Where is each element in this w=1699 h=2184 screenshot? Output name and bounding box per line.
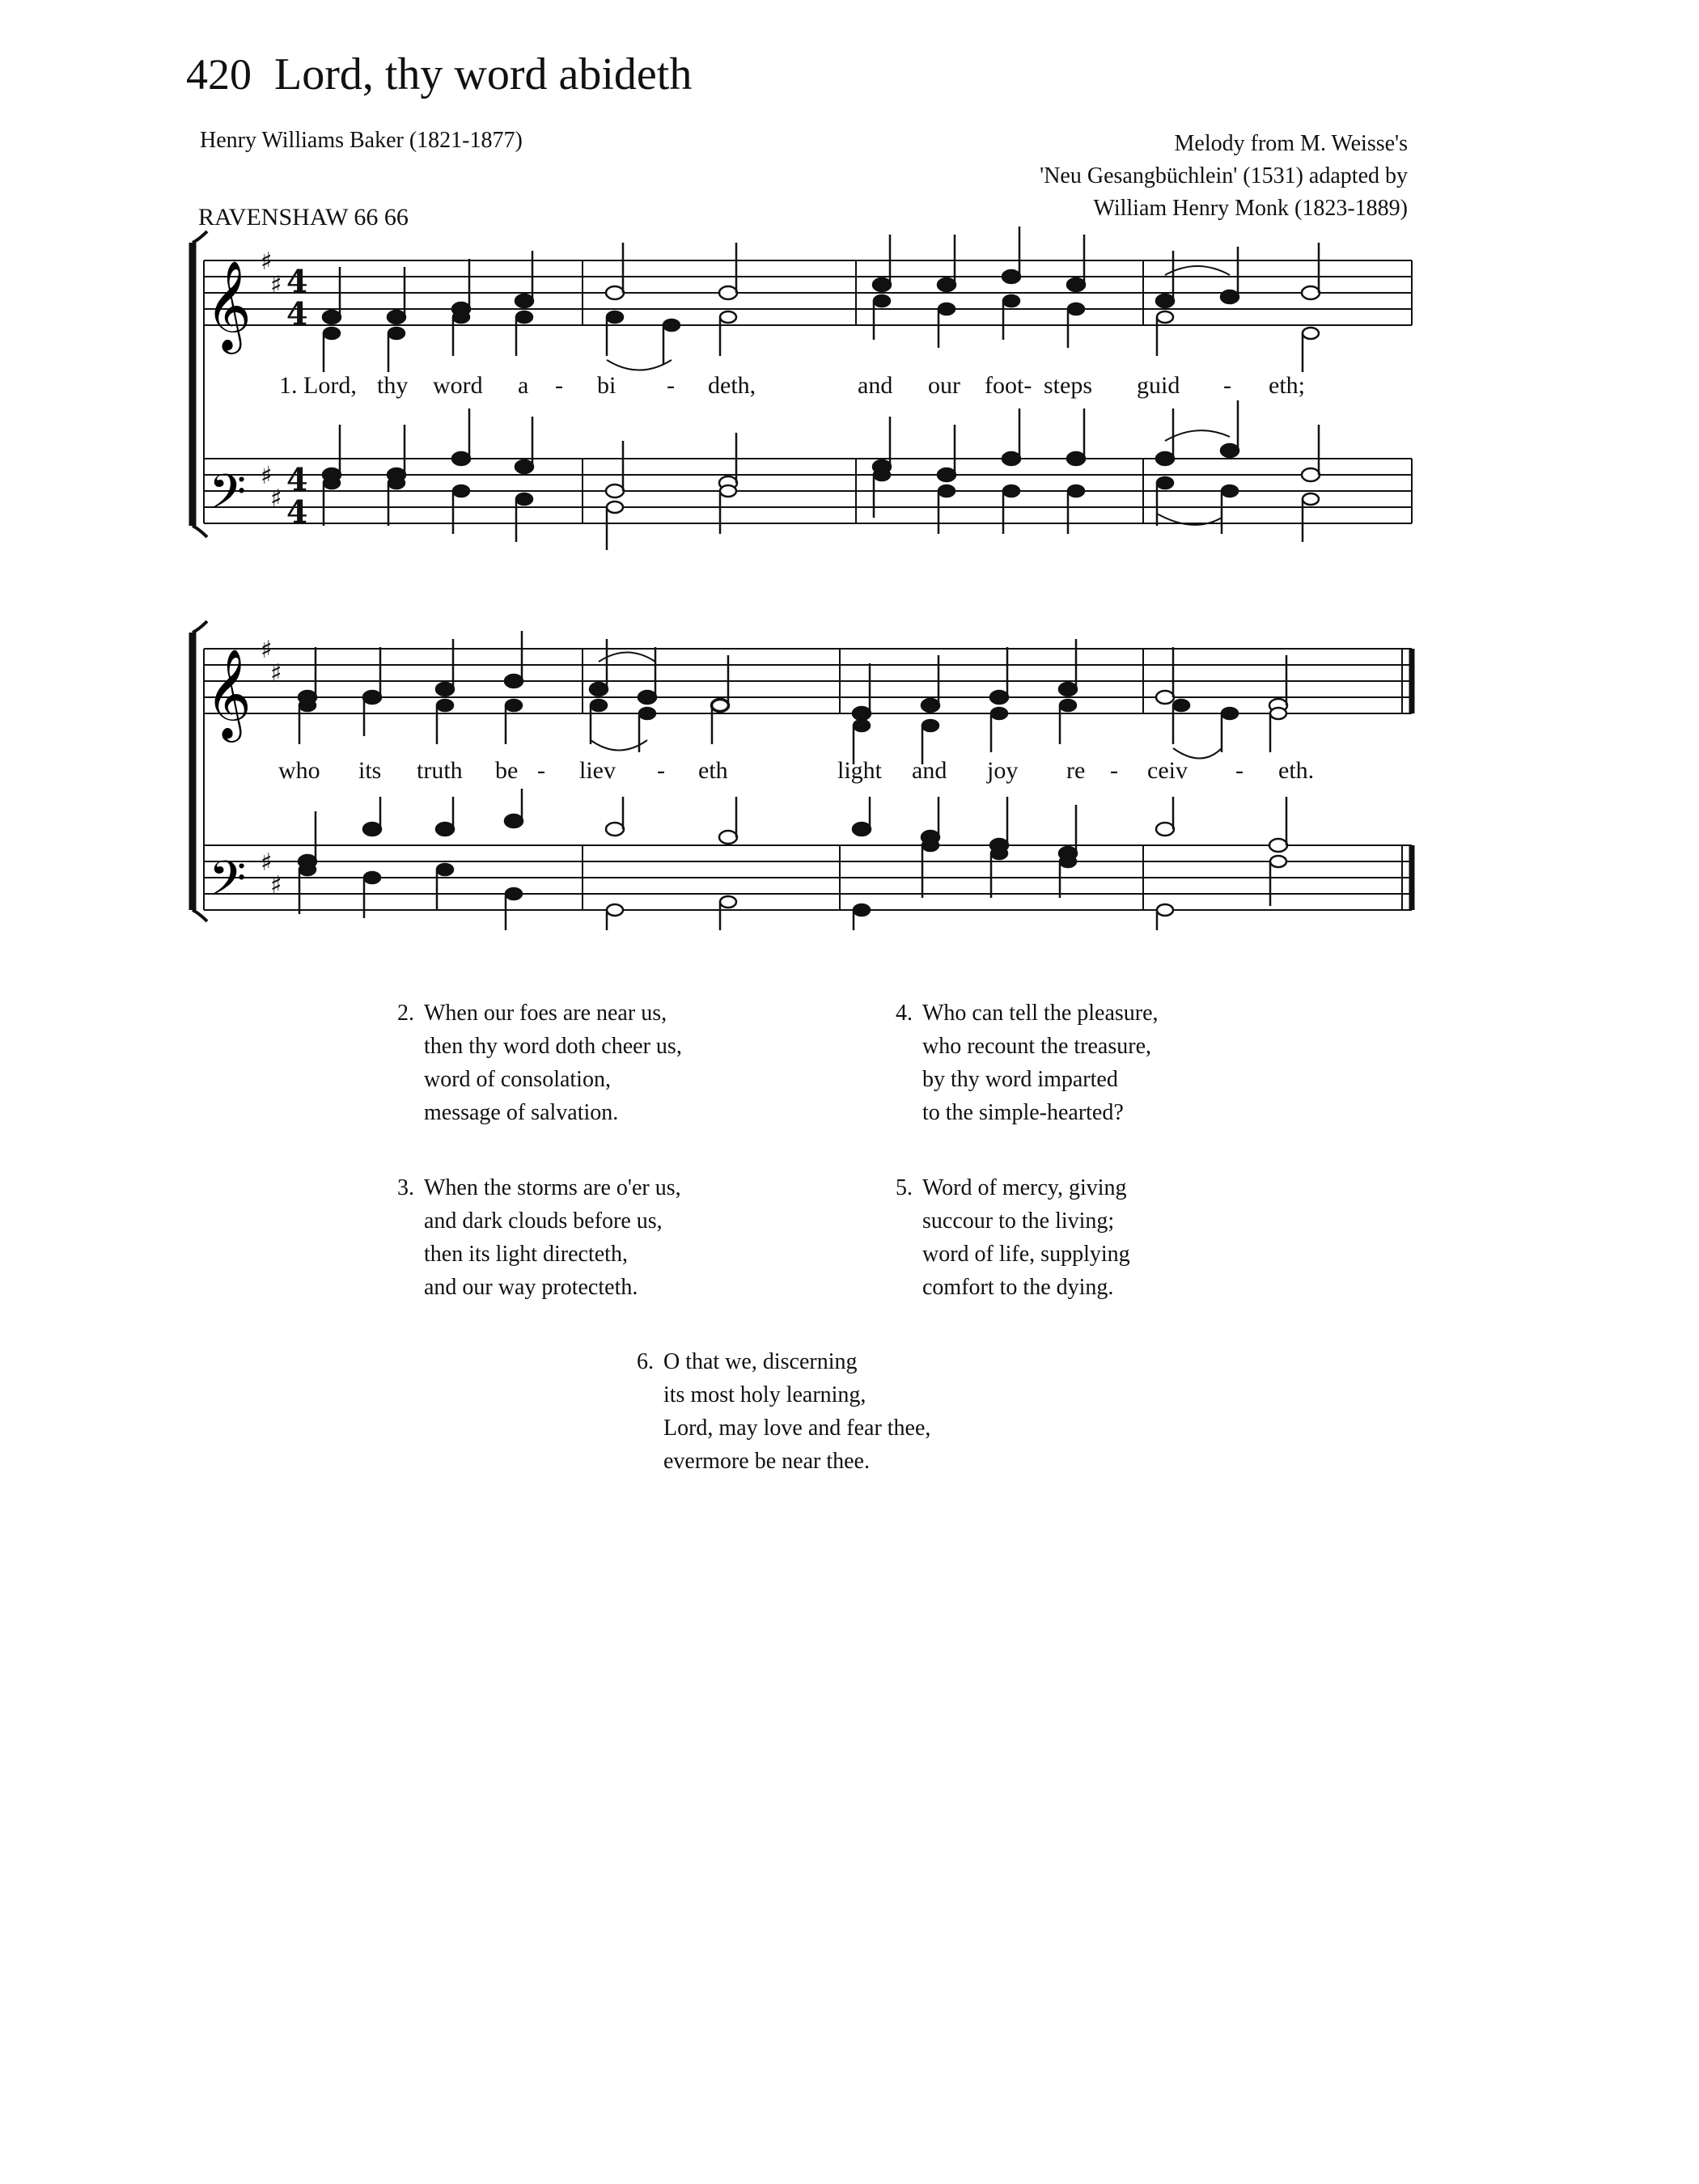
verse-2	[375, 997, 682, 1129]
verse-line: to the simple-hearted?	[922, 1100, 1124, 1125]
verse-line: message of salvation.	[424, 1100, 619, 1125]
melody-credit-line: 'Neu Gesangbüchlein' (1531) adapted by	[1040, 163, 1408, 188]
verse-line: Lord, may love and fear thee,	[663, 1416, 931, 1441]
verse-number: 6.	[637, 1349, 654, 1374]
verse-line: and our way protecteth.	[424, 1275, 638, 1300]
lyric-syllable: word	[433, 372, 483, 399]
treble-notes	[323, 226, 1320, 372]
lyric-syllable: -	[537, 757, 545, 784]
lyric-syllable: a	[518, 372, 529, 399]
verse-number: 2.	[397, 1001, 414, 1026]
lyrics-line-1	[279, 372, 1305, 399]
lyric-syllable: thy	[377, 372, 409, 399]
lyric-syllable: joy	[987, 757, 1019, 784]
verse-line: word of consolation,	[424, 1067, 611, 1092]
lyric-syllable: -	[555, 372, 563, 399]
verse-5	[874, 1171, 1130, 1304]
verse-number: 4.	[896, 1001, 913, 1026]
treble-clef-icon: 𝄞	[205, 260, 252, 350]
verse-line: word of life, supplying	[922, 1242, 1130, 1267]
lyric-syllable: liev	[579, 757, 616, 784]
lyrics-line-2	[278, 757, 1314, 784]
lyric-syllable: bi	[597, 372, 616, 399]
verse-line: then thy word doth cheer us,	[424, 1034, 682, 1059]
hymn-number: 420	[186, 50, 252, 99]
lyric-syllable: -	[667, 372, 675, 399]
svg-text:♯: ♯	[270, 871, 282, 899]
verse-line: its most holy learning,	[663, 1382, 866, 1407]
verse-line: When the storms are o'er us,	[424, 1175, 681, 1200]
verse-line: by thy word imparted	[922, 1067, 1118, 1092]
bass-clef-icon: 𝄢	[209, 463, 247, 531]
verse-line: Who can tell the pleasure,	[922, 1001, 1159, 1026]
author-credit: Henry Williams Baker (1821-1877)	[200, 128, 523, 153]
verse-line: succour to the living;	[922, 1208, 1115, 1234]
svg-text:♯: ♯	[270, 659, 282, 688]
lyric-syllable: who	[278, 757, 320, 784]
verse-number: 3.	[397, 1175, 414, 1200]
lyric-syllable: light	[837, 757, 883, 784]
lyric-syllable: re	[1066, 757, 1086, 784]
svg-text:4: 4	[286, 263, 308, 299]
lyric-syllable: eth.	[1278, 757, 1315, 784]
melody-credit-line: William Henry Monk (1823-1889)	[1093, 196, 1408, 221]
lyric-syllable: be	[495, 757, 519, 784]
verse-line: and dark clouds before us,	[424, 1208, 663, 1234]
melody-credit-line: Melody from M. Weisse's	[1174, 131, 1408, 156]
verse-4	[874, 997, 1159, 1129]
verse-line: then its light directeth,	[424, 1242, 628, 1267]
svg-text:♯: ♯	[261, 248, 273, 276]
verse-line: evermore be near thee.	[663, 1449, 870, 1474]
lyric-syllable: eth	[698, 757, 728, 784]
svg-text:4: 4	[286, 295, 308, 332]
verse-3	[375, 1171, 681, 1304]
lyric-syllable: deth,	[708, 372, 756, 399]
lyric-syllable: guid	[1137, 372, 1180, 399]
bass-notes	[299, 789, 1287, 930]
barlines	[204, 649, 1412, 910]
lyric-syllable: -	[1110, 757, 1118, 784]
tune-name: RAVENSHAW 66 66	[198, 204, 409, 231]
lyric-syllable: 1. Lord,	[279, 372, 357, 399]
lyric-syllable: and	[858, 372, 893, 399]
lyric-syllable: -	[657, 757, 665, 784]
verse-line: who recount the treasure,	[922, 1034, 1151, 1059]
svg-text:♯: ♯	[261, 849, 273, 877]
lyric-syllable: and	[912, 757, 947, 784]
lyric-syllable: eth;	[1269, 372, 1305, 399]
verse-line: When our foes are near us,	[424, 1001, 667, 1026]
lyric-syllable: ceiv	[1147, 757, 1188, 784]
treble-clef-icon: 𝄞	[205, 648, 252, 739]
hymn-title: Lord, thy word abideth	[274, 49, 693, 99]
verse-line: comfort to the dying.	[922, 1275, 1114, 1300]
svg-text:4: 4	[286, 461, 308, 497]
svg-text:♯: ♯	[261, 462, 273, 490]
bass-clef-icon: 𝄢	[209, 850, 247, 918]
verse-line: Word of mercy, giving	[922, 1175, 1127, 1200]
verse-6	[615, 1345, 930, 1478]
treble-staff	[204, 649, 1412, 713]
svg-text:♯: ♯	[270, 271, 282, 299]
lyric-syllable: steps	[1044, 372, 1092, 399]
svg-text:♯: ♯	[261, 636, 273, 664]
verse-line: O that we, discerning	[663, 1349, 858, 1374]
verse-number: 5.	[896, 1175, 913, 1200]
lyric-syllable: -	[1235, 757, 1244, 784]
lyric-syllable: -	[1223, 372, 1231, 399]
svg-text:4: 4	[286, 493, 308, 530]
bass-staff	[204, 845, 1412, 910]
lyric-syllable: its	[358, 757, 382, 784]
lyric-syllable: foot-	[985, 372, 1032, 399]
lyric-syllable: truth	[417, 757, 463, 784]
svg-text:♯: ♯	[270, 485, 282, 513]
lyric-syllable: our	[928, 372, 960, 399]
